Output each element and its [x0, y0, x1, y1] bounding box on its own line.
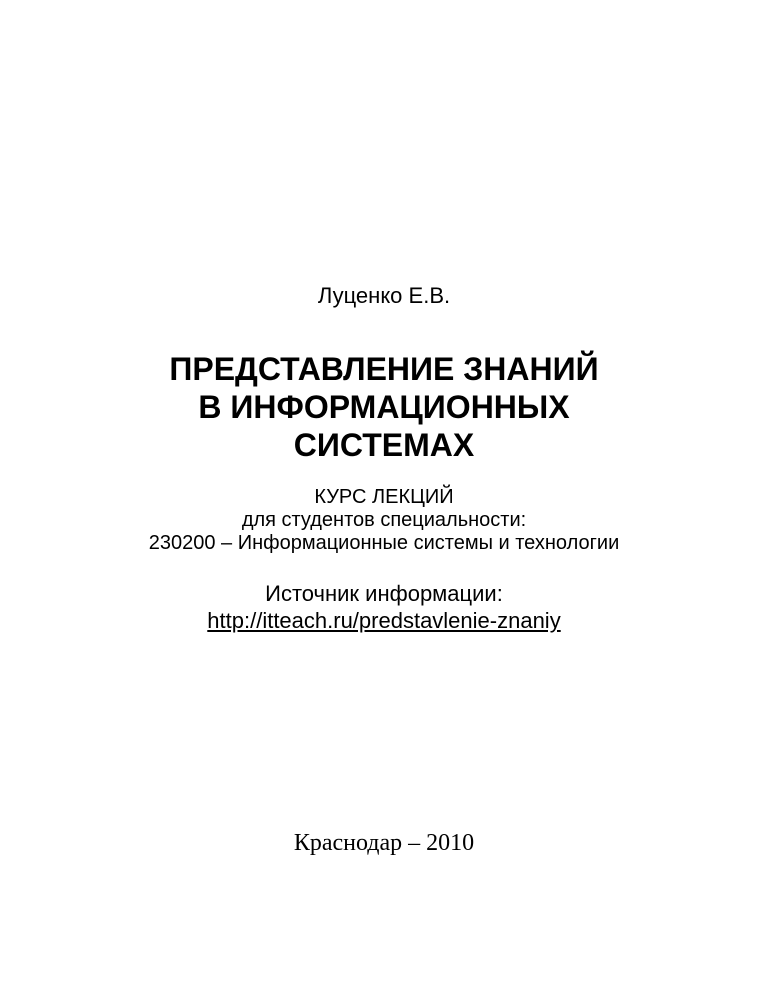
title-line-2: В ИНФОРМАЦИОННЫХ: [198, 389, 570, 425]
document-title: [0, 350, 768, 464]
author-name: Луценко Е.В.: [317, 283, 451, 308]
title-line-3: СИСТЕМАХ: [293, 427, 475, 463]
title-line-1: ПРЕДСТАВЛЕНИЕ ЗНАНИЙ: [169, 351, 599, 387]
course-specialty: 230200 – Информационные системы и технологии: [148, 532, 620, 554]
source-link[interactable]: http://itteach.ru/predstavlenie-znaniy: [207, 608, 561, 633]
source-info: [0, 580, 768, 634]
source-label: Источник информации:: [265, 581, 503, 606]
course-type: КУРС ЛЕКЦИЙ: [314, 486, 454, 508]
course-audience: для студентов специальности:: [241, 509, 527, 531]
city-year: Краснодар – 2010: [293, 830, 475, 856]
course-info: [0, 486, 768, 555]
